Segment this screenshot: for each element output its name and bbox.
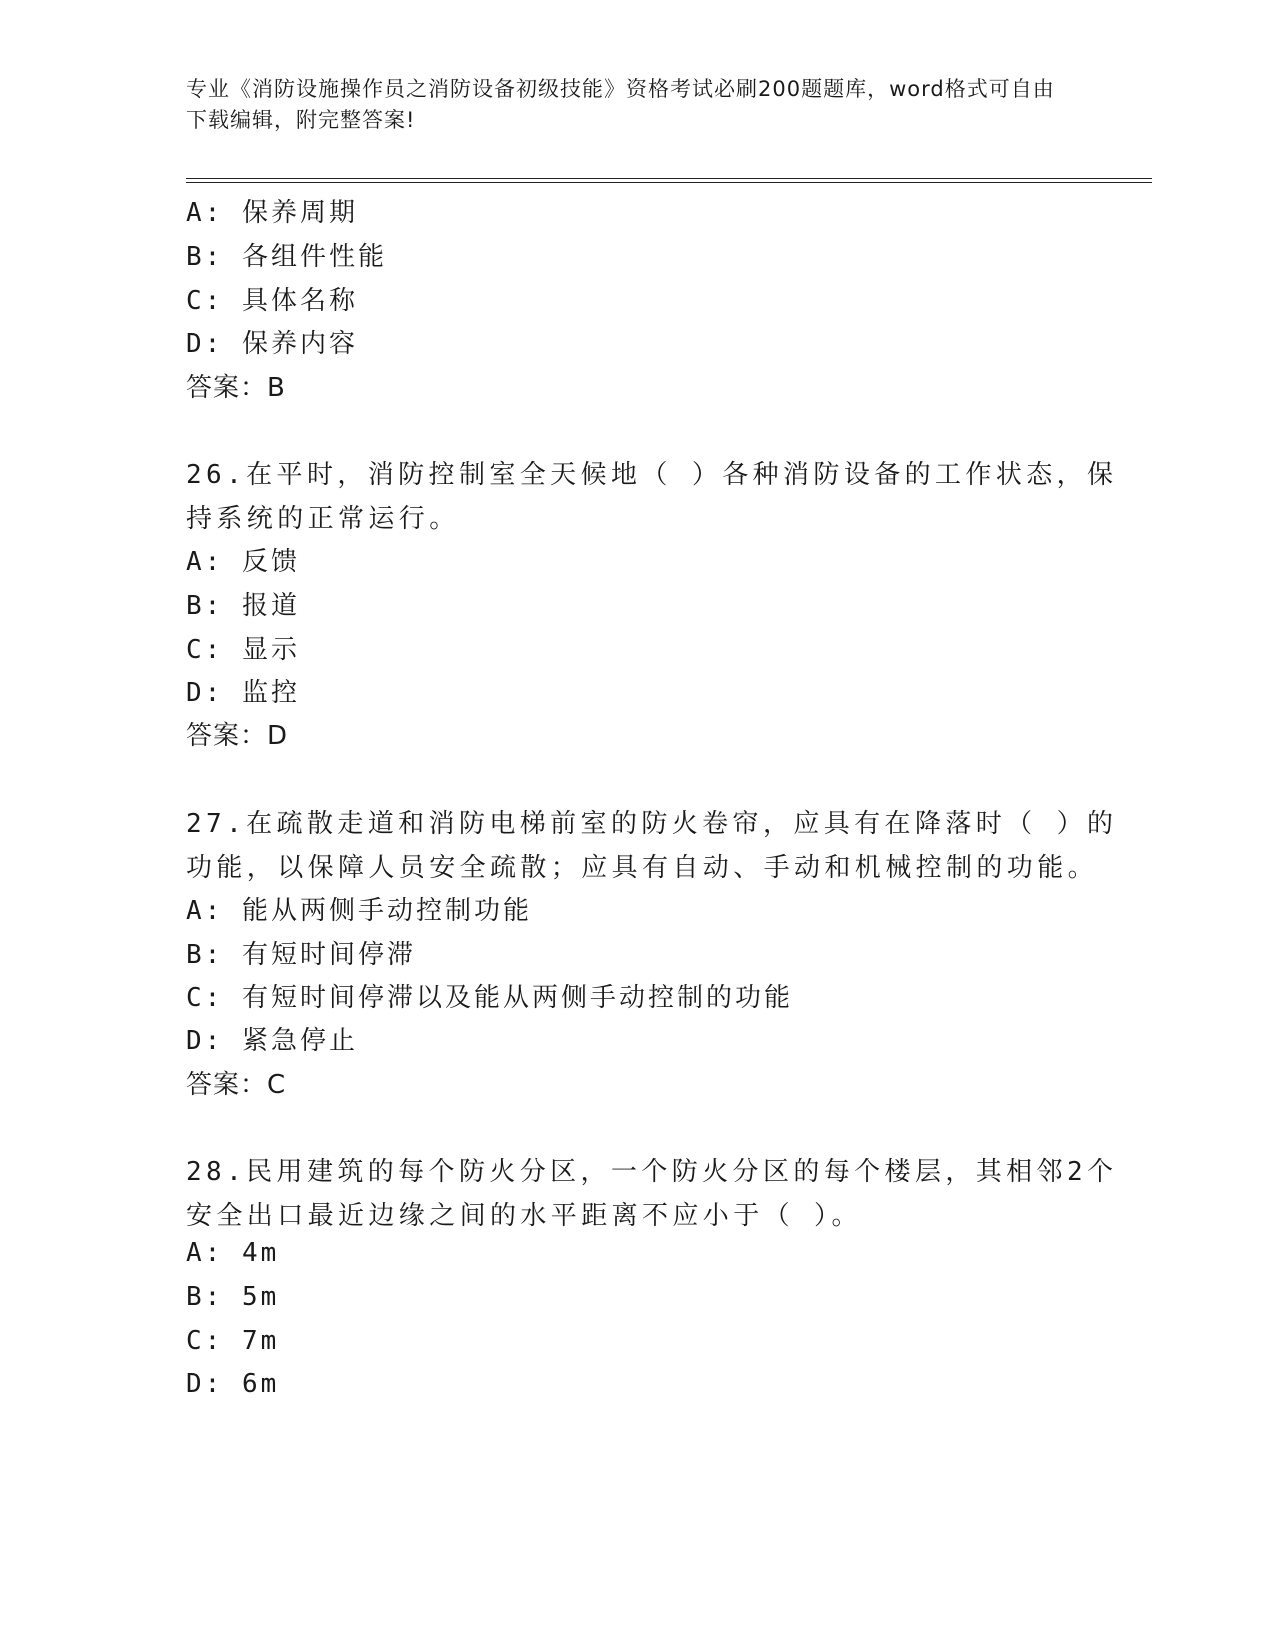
option-a: A: 能从两侧手动控制功能 bbox=[186, 896, 532, 926]
question-26-line-2: 持系统的正常运行。 bbox=[186, 504, 460, 534]
option-a: A: 4m bbox=[186, 1238, 280, 1268]
page-header: 专业《消防设施操作员之消防设备初级技能》资格考试必刷200题题库，word格式可自由下载编辑，附完整答案! bbox=[186, 77, 1055, 132]
option-b: B: 报道 bbox=[186, 591, 300, 621]
option-d: D: 6m bbox=[186, 1369, 280, 1399]
question-27-line-2: 功能，以保障人员安全疏散；应具有自动、手动和机械控制的功能。 bbox=[186, 853, 1099, 883]
option-c: C: 7m bbox=[186, 1326, 280, 1356]
header-rule-bottom bbox=[186, 182, 1152, 183]
question-28-line-2: 安全出口最近边缘之间的水平距离不应小于（ ）。 bbox=[186, 1201, 862, 1231]
option-c: C: 具体名称 bbox=[186, 286, 358, 316]
option-b: B: 5m bbox=[186, 1282, 280, 1312]
option-c: C: 有短时间停滞以及能从两侧手动控制的功能 bbox=[186, 983, 793, 1013]
question-28-line-1: 28.民用建筑的每个防火分区，一个防火分区的每个楼层，其相邻2个 bbox=[186, 1157, 1118, 1187]
answer: 答案：D bbox=[186, 721, 289, 751]
option-d: D: 保养内容 bbox=[186, 329, 358, 359]
option-a: A: 反馈 bbox=[186, 547, 300, 577]
question-26-line-1: 26.在平时，消防控制室全天候地（ ）各种消防设备的工作状态，保 bbox=[186, 460, 1118, 490]
option-c: C: 显示 bbox=[186, 635, 300, 665]
option-b: B: 有短时间停滞 bbox=[186, 940, 416, 970]
option-a: A: 保养周期 bbox=[186, 198, 358, 228]
question-27-line-1: 27.在疏散走道和消防电梯前室的防火卷帘，应具有在降落时（ ）的 bbox=[186, 809, 1118, 839]
header-rule-top bbox=[186, 178, 1152, 179]
option-d: D: 紧急停止 bbox=[186, 1026, 358, 1056]
answer: 答案：B bbox=[186, 373, 286, 403]
answer: 答案：C bbox=[186, 1070, 287, 1100]
option-d: D: 监控 bbox=[186, 678, 300, 708]
option-b: B: 各组件性能 bbox=[186, 242, 387, 272]
